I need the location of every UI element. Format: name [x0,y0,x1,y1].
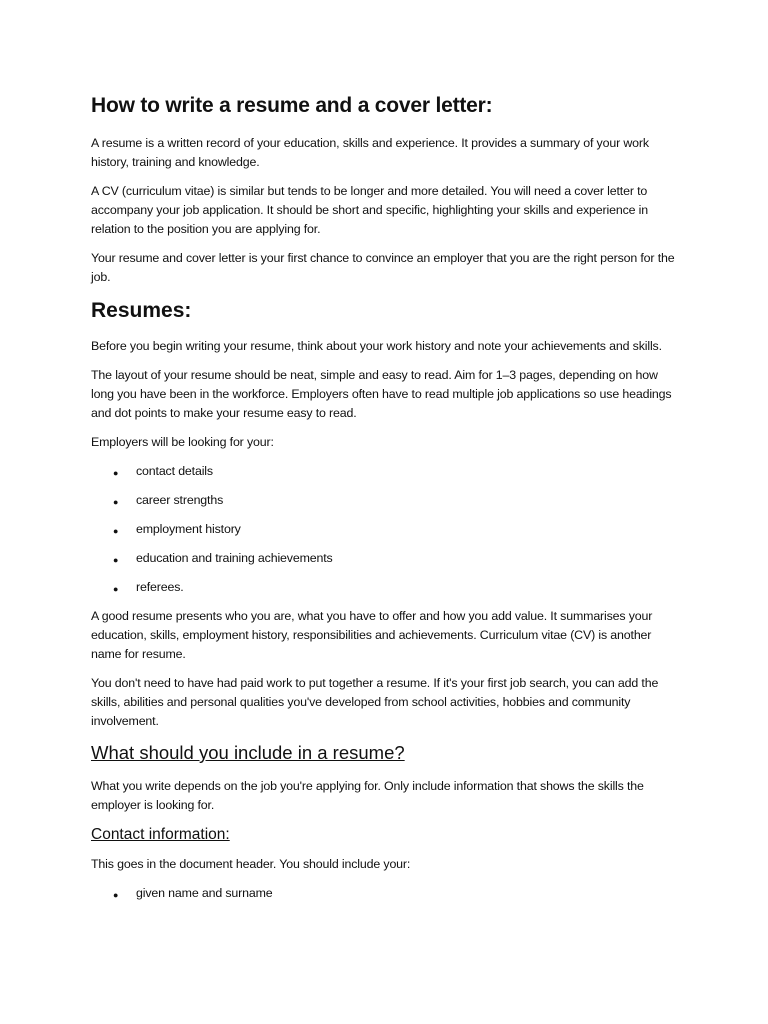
intro-paragraph: Your resume and cover letter is your first chance to convince an employer that you are the right person for the job. [91,251,675,284]
intro-paragraph: A CV (curriculum vitae) is similar but tends to be longer and more detailed. You will need a cover letter to accompany your job application. It should be short and specific, highlighting your skills and experience in relation to the position you are applying for. [91,184,649,236]
list-item [91,462,683,481]
list-item [91,884,683,903]
contact-items-list [91,884,683,903]
include-paragraph: What you write depends on the job you're applying for. Only include information that shows the skills the employer is looking for. [91,779,644,812]
list-item [91,491,683,510]
list-item-text: referees. [136,580,184,594]
resumes-heading: Resumes: [91,299,192,322]
resume-description-paragraph: You don't need to have had paid work to put together a resume. If it's your first job search, you can add the skills, abilities and personal qualities you've developed from school activities, hobbies and community involvement. [91,676,659,728]
contact-paragraph: This goes in the document header. You should include your: [91,857,411,871]
list-item-text: given name and surname [136,886,273,900]
list-item-text: contact details [136,464,213,478]
resumes-paragraph: The layout of your resume should be neat, simple and easy to read. Aim for 1–3 pages, depending on how long you have been in the workforce. Employers often have to read multiple job applications so use headings and dot points to make your resume easy to read. [91,368,672,420]
employer-looking-for-list [91,462,683,597]
list-item-text: career strengths [136,493,224,507]
list-item [91,520,683,539]
contact-heading: Contact information: [91,826,230,843]
bullet-icon: ● [113,584,119,594]
bullet-icon: ● [113,526,119,536]
resumes-paragraph: Before you begin writing your resume, think about your work history and note your achievements and skills. [91,339,662,353]
bullet-icon: ● [113,555,119,565]
bullet-icon: ● [113,890,119,900]
document-body [91,92,683,913]
resume-description-paragraph: A good resume presents who you are, what you have to offer and how you add value. It summarises your education, skills, employment history, responsibilities and achievements. Curriculum vitae (CV) is another name for resume. [91,609,653,661]
intro-paragraph: A resume is a written record of your education, skills and experience. It provides a summary of your work history, training and knowledge. [91,136,649,169]
document-title: How to write a resume and a cover letter: [91,94,493,117]
list-item [91,578,683,597]
resumes-paragraph: Employers will be looking for your: [91,435,274,449]
list-item-text: education and training achievements [136,551,333,565]
list-item [91,549,683,568]
bullet-icon: ● [113,468,119,478]
list-item-text: employment history [136,522,241,536]
bullet-icon: ● [113,497,119,507]
include-heading: What should you include in a resume? [91,742,405,763]
